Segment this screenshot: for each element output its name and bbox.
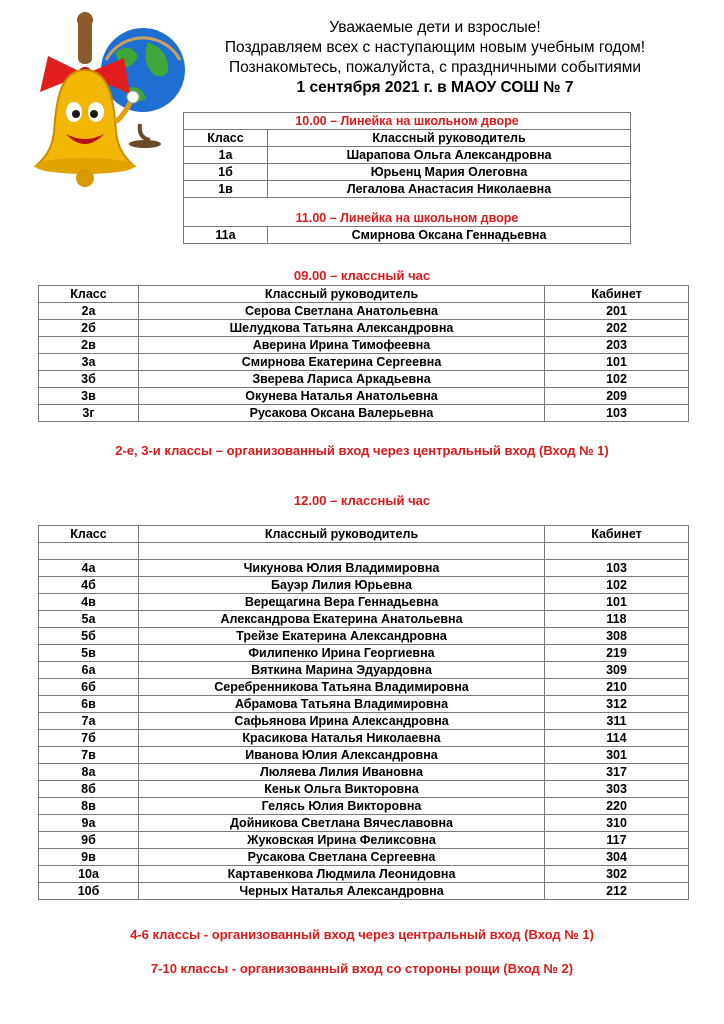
col-room-header: Кабинет — [545, 286, 689, 303]
cell-room: 102 — [545, 371, 689, 388]
cell-teacher: Аверина Ирина Тимофеевна — [139, 337, 545, 354]
congratulation-line: Поздравляем всех с наступающим новым учебным годом! — [224, 39, 646, 56]
intro-line: Познакомьтесь, пожалуйста, с праздничными событиями — [228, 59, 642, 76]
table-row — [184, 181, 631, 198]
cell-room: 201 — [545, 303, 689, 320]
hour2-entrance-note-1: 4-6 классы - организованный вход через центральный вход (Вход № 1) — [130, 927, 594, 942]
cell-cls: 4а — [39, 560, 139, 577]
table-row — [39, 798, 689, 815]
table-row — [39, 388, 689, 405]
hour2-entrance-note-2: 7-10 классы - организованный вход со стороны рощи (Вход № 2) — [150, 961, 574, 976]
cell-cls: 5а — [39, 611, 139, 628]
cell-teacher: Филипенко Ирина Георгиевна — [139, 645, 545, 662]
table-row — [39, 611, 689, 628]
col-class-header: Класс — [39, 286, 139, 303]
table-row — [39, 849, 689, 866]
cell-room: 309 — [545, 662, 689, 679]
table-row — [39, 696, 689, 713]
hour1-entrance-note: 2-е, 3-и классы – организованный вход через центральный вход (Вход № 1) — [115, 443, 609, 458]
cell-teacher: Черных Наталья Александровна — [139, 883, 545, 900]
cell-cls: 6в — [39, 696, 139, 713]
cell-teacher: Иванова Юлия Александровна — [139, 747, 545, 764]
cell-cls: 10б — [39, 883, 139, 900]
cell-teacher: Трейзе Екатерина Александровна — [139, 628, 545, 645]
cell-room: 101 — [545, 594, 689, 611]
cell-teacher: Верещагина Вера Геннадьевна — [139, 594, 545, 611]
cell-teacher: Окунева Наталья Анатольевна — [139, 388, 545, 405]
cell-cls: 4б — [39, 577, 139, 594]
col-room-header: Кабинет — [545, 526, 689, 543]
table-row — [39, 781, 689, 798]
cell-cls: 2б — [39, 320, 139, 337]
table-row — [39, 730, 689, 747]
cell-room: 102 — [545, 577, 689, 594]
table-row — [39, 764, 689, 781]
table-row — [39, 354, 689, 371]
table-row — [39, 560, 689, 577]
cell-teacher: Юрьенц Мария Олеговна — [268, 164, 631, 181]
cell-teacher: Гелясь Юлия Викторовна — [139, 798, 545, 815]
table-row — [39, 337, 689, 354]
cell-teacher: Шелудкова Татьяна Александровна — [139, 320, 545, 337]
cell-cls: 11а — [184, 227, 268, 244]
cell-cls: 2в — [39, 337, 139, 354]
cell-teacher: Легалова Анастасия Николаевна — [268, 181, 631, 198]
greeting-line: Уважаемые дети и взрослые! — [329, 19, 541, 36]
event-date-line: 1 сентября 2021 г. в МАОУ СОШ № 7 — [296, 79, 574, 96]
cell-teacher: Смирнова Екатерина Сергеевна — [139, 354, 545, 371]
lineup-title-1: 10.00 – Линейка на школьном дворе — [184, 113, 631, 130]
cell-teacher: Серова Светлана Анатольевна — [139, 303, 545, 320]
cell-room: 101 — [545, 354, 689, 371]
table-row — [39, 662, 689, 679]
cell-teacher: Зверева Лариса Аркадьевна — [139, 371, 545, 388]
cell-cls: 9а — [39, 815, 139, 832]
cell-teacher: Кеньк Ольга Викторовна — [139, 781, 545, 798]
cell-teacher: Картавенкова Людмила Леонидовна — [139, 866, 545, 883]
cell-teacher: Сафьянова Ирина Александровна — [139, 713, 545, 730]
cell-teacher: Люляева Лилия Ивановна — [139, 764, 545, 781]
cell-room: 212 — [545, 883, 689, 900]
cell-teacher: Красикова Наталья Николаевна — [139, 730, 545, 747]
table-row — [184, 147, 631, 164]
cell-room: 308 — [545, 628, 689, 645]
table-row — [39, 320, 689, 337]
cell-cls: 7в — [39, 747, 139, 764]
table-row — [39, 832, 689, 849]
cell-cls: 1в — [184, 181, 268, 198]
cell-teacher: Александрова Екатерина Анатольевна — [139, 611, 545, 628]
cell-room: 310 — [545, 815, 689, 832]
col-teacher-header: Классный руководитель — [268, 130, 631, 147]
school-bell-with-globe-icon — [20, 12, 190, 202]
cell-cls: 8а — [39, 764, 139, 781]
cell-room: 202 — [545, 320, 689, 337]
cell-cls: 1б — [184, 164, 268, 181]
hour1-table — [38, 285, 689, 422]
cell-room: 303 — [545, 781, 689, 798]
table-row — [39, 405, 689, 422]
cell-cls: 7а — [39, 713, 139, 730]
cell-cls: 3а — [39, 354, 139, 371]
cell-cls: 7б — [39, 730, 139, 747]
cell-room: 210 — [545, 679, 689, 696]
col-class-header: Класс — [39, 526, 139, 543]
cell-teacher: Чикунова Юлия Владимировна — [139, 560, 545, 577]
table-row — [39, 866, 689, 883]
cell-room: 301 — [545, 747, 689, 764]
cell-room: 219 — [545, 645, 689, 662]
header — [180, 18, 690, 98]
table-row — [39, 747, 689, 764]
table-row — [39, 815, 689, 832]
empty-row — [39, 543, 689, 560]
col-teacher-header: Классный руководитель — [139, 526, 545, 543]
cell-cls: 3б — [39, 371, 139, 388]
cell-teacher: Русакова Оксана Валерьевна — [139, 405, 545, 422]
hour2-table — [38, 525, 689, 900]
cell-cls: 10а — [39, 866, 139, 883]
cell-room: 317 — [545, 764, 689, 781]
table-row — [39, 577, 689, 594]
col-teacher-header: Классный руководитель — [139, 286, 545, 303]
col-class-header: Класс — [184, 130, 268, 147]
cell-cls: 3в — [39, 388, 139, 405]
cell-teacher: Русакова Светлана Сергеевна — [139, 849, 545, 866]
cell-room: 103 — [545, 405, 689, 422]
cell-room: 304 — [545, 849, 689, 866]
cell-cls: 9б — [39, 832, 139, 849]
cell-cls: 2а — [39, 303, 139, 320]
table-row — [39, 594, 689, 611]
cell-cls: 5в — [39, 645, 139, 662]
cell-room: 114 — [545, 730, 689, 747]
lineup-title-2: 11.00 – Линейка на школьном дворе — [184, 210, 631, 227]
table-row — [39, 371, 689, 388]
table-row — [39, 303, 689, 320]
hour1-title: 09.00 – классный час — [293, 268, 431, 283]
cell-room: 118 — [545, 611, 689, 628]
cell-room: 311 — [545, 713, 689, 730]
cell-room: 209 — [545, 388, 689, 405]
hour2-title: 12.00 – классный час — [293, 493, 431, 508]
cell-teacher: Дойникова Светлана Вячеславовна — [139, 815, 545, 832]
cell-room: 203 — [545, 337, 689, 354]
cell-cls: 6а — [39, 662, 139, 679]
table-row — [184, 164, 631, 181]
cell-teacher: Бауэр Лилия Юрьевна — [139, 577, 545, 594]
table-row — [39, 628, 689, 645]
cell-cls: 3г — [39, 405, 139, 422]
table-row — [39, 883, 689, 900]
cell-cls: 1а — [184, 147, 268, 164]
cell-room: 302 — [545, 866, 689, 883]
lineup-table — [183, 112, 631, 244]
table-row — [39, 679, 689, 696]
cell-teacher: Шарапова Ольга Александровна — [268, 147, 631, 164]
cell-room: 220 — [545, 798, 689, 815]
table-row — [184, 227, 631, 244]
cell-cls: 6б — [39, 679, 139, 696]
cell-cls: 5б — [39, 628, 139, 645]
cell-teacher: Смирнова Оксана Геннадьевна — [268, 227, 631, 244]
cell-teacher: Вяткина Марина Эдуардовна — [139, 662, 545, 679]
cell-cls: 4в — [39, 594, 139, 611]
cell-teacher: Абрамова Татьяна Владимировна — [139, 696, 545, 713]
cell-room: 312 — [545, 696, 689, 713]
table-row — [39, 645, 689, 662]
cell-teacher: Серебренникова Татьяна Владимировна — [139, 679, 545, 696]
cell-cls: 8в — [39, 798, 139, 815]
spacer-row — [184, 198, 631, 211]
table-row — [39, 713, 689, 730]
cell-cls: 8б — [39, 781, 139, 798]
cell-cls: 9в — [39, 849, 139, 866]
cell-room: 103 — [545, 560, 689, 577]
cell-teacher: Жуковская Ирина Феликсовна — [139, 832, 545, 849]
cell-room: 117 — [545, 832, 689, 849]
